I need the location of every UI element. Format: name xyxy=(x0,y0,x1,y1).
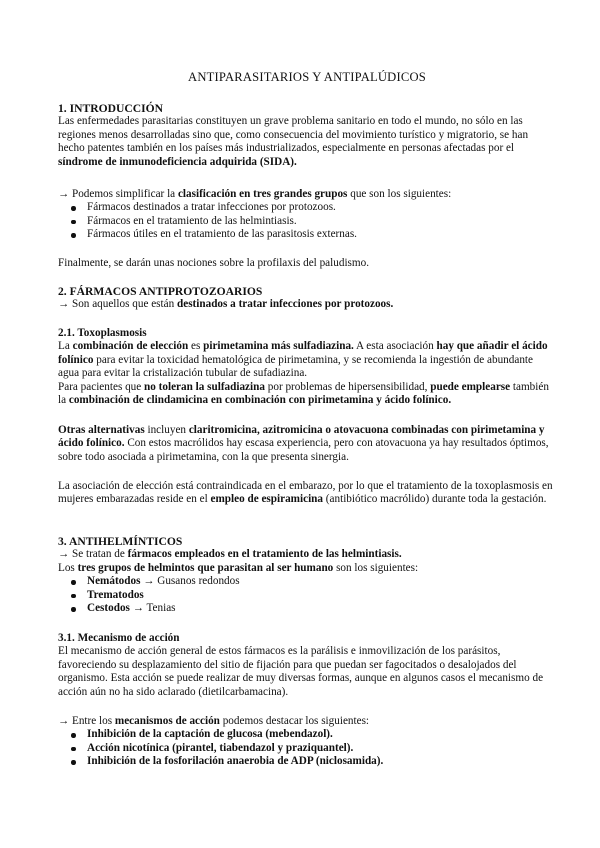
toxo-p1-g: para evitar la toxicidad hematológica de pirimetamina, y se recomienda la ingestión de abundante agua para evitar la cristalización tubular de sufadiazina. xyxy=(58,353,534,380)
toxo-p3-d: Con estos macrólidos hay escasa experiencia, pero con atovacuona ya hay resultados óptimos, sobre todo asociada a pirimetamina, con la que presenta sinergia. xyxy=(58,437,549,463)
classification-text-c: que son los siguientes: xyxy=(347,188,452,200)
toxo-p2-b: no toleran la sulfadiazina xyxy=(144,380,265,393)
toxo-p3-b: incluyen xyxy=(144,424,189,436)
helmintos-list xyxy=(58,575,556,615)
antihelminticos-paragraph-2 xyxy=(58,562,556,575)
mecanismo-nicotinica: Acción nicotínica (pirantel, tiabendazol y praziquantel). xyxy=(87,741,354,754)
toxo-p2-a: Para pacientes que xyxy=(58,380,145,393)
antiprotozoarios-text: → Son aquellos que están xyxy=(58,298,178,311)
toxo-paragraph-4 xyxy=(58,480,556,507)
toxo-p1-e: A esta asociación xyxy=(353,340,437,353)
antihelm-p2-c: son los siguientes: xyxy=(333,561,419,574)
list-item: Fármacos en el tratamiento de las helmintiasis. xyxy=(58,215,556,228)
finalmente-paragraph: Finalmente, se darán unas nociones sobre la profilaxis del paludismo. xyxy=(58,257,369,269)
finalmente-block xyxy=(58,257,556,270)
list-item xyxy=(58,575,556,588)
list-item: Fármacos útiles en el tratamiento de las parasitosis externas. xyxy=(58,228,556,241)
toxo-p2-d: puede emplearse xyxy=(430,380,511,393)
toxo-p4-b: empleo de espiramicina xyxy=(210,493,323,506)
intro-text: Las enfermedades parasitarias constituyen un grave problema sanitario en todo el mundo, no sólo en las regiones menos desarrolladas sino que, como consecuencia del movimiento turístico y migratorio, se han hecho patentes también en los países más industrializados, especialmente en personas afectadas por el xyxy=(58,115,529,155)
mecanismo-p2-b: mecanismos de acción xyxy=(114,715,220,727)
intro-bold-sida: síndrome de inmunodeficiencia adquirida (SIDA). xyxy=(58,155,297,168)
toxo-p1-d: pirimetamina más sulfadiazina. xyxy=(203,340,354,353)
classification-block xyxy=(58,188,556,242)
antihelm-p2-b: tres grupos de helmintos que parasitan al ser humano xyxy=(77,561,334,574)
document-title: ANTIPARASITARIOS Y ANTIPALÚDICOS xyxy=(188,70,426,84)
heading-toxoplasmosis: 2.1. Toxoplasmosis xyxy=(58,327,147,339)
mecanismos-list xyxy=(58,728,556,768)
toxo-p2-c: por problemas de hipersensibilidad, xyxy=(264,380,431,393)
heading-antiprotozoarios: 2. FÁRMACOS ANTIPROTOZOARIOS xyxy=(58,285,263,298)
classification-list xyxy=(58,201,556,241)
heading-mecanismo: 3.1. Mecanismo de acción xyxy=(58,632,180,644)
mecanismos-block xyxy=(58,715,556,769)
toxo-p2-e: también la xyxy=(58,380,549,407)
antihelminticos-paragraph-1 xyxy=(58,548,556,561)
classification-bold: clasificación en tres grandes grupos xyxy=(177,188,348,200)
toxo-paragraph-2 xyxy=(58,381,556,408)
list-item xyxy=(58,589,556,602)
list-item xyxy=(58,742,556,755)
toxo-p3-a: Otras alternativas xyxy=(58,424,145,436)
list-item: Fármacos destinados a tratar infecciones por protozoos. xyxy=(58,201,556,214)
heading-introduccion: 1. INTRODUCCIÓN xyxy=(58,102,163,115)
toxo-p2-f: combinación de clindamicina en combinación con pirimetamina y ácido folínico. xyxy=(68,394,452,407)
list-item xyxy=(58,755,556,768)
trematodos-label: Trematodos xyxy=(87,588,144,601)
mecanismo-paragraph-1: El mecanismo de acción general de estos fármacos es la parálisis e inmovilización de los parásitos, favoreciendo su desplazamiento del sitio de fijación para que puedan ser fagocitados o desalojados del organismo. Esta acción se puede realizar de muy diversas formas, aunque en algunos casos el mecanismo de acción aún no ha sido aclarado (dietilcarbamacina). xyxy=(58,645,544,698)
section-mecanismo xyxy=(58,632,556,699)
antihelm-p1-a: → Se tratan de xyxy=(58,548,128,561)
toxo-p3-c: claritromicina, azitromicina o atovacuona combinadas con pirimetamina y ácido folínico. xyxy=(58,424,545,450)
toxo-p4-a: La asociación de elección está contraindicada en el embarazo, por lo que el tratamiento de la toxoplasmosis en mujeres embarazadas reside en el xyxy=(58,480,553,506)
antiprotozoarios-bold: destinados a tratar infecciones por protozoos. xyxy=(177,298,394,311)
mecanismo-p2-c: podemos destacar los siguientes: xyxy=(219,715,370,727)
antiprotozoarios-paragraph xyxy=(58,298,556,311)
section-introduccion xyxy=(58,102,556,169)
toxo-paragraph-3 xyxy=(58,424,556,464)
mecanismo-paragraph-2 xyxy=(58,715,556,728)
section-antiprotozoarios xyxy=(58,285,556,312)
mecanismo-fosforilacion: Inhibición de la fosforilación anaerobia de ADP (niclosamida). xyxy=(87,755,384,768)
toxo-p1-f: hay que añadir el ácido folínico xyxy=(58,340,548,366)
antihelm-p1-b: fármacos empleados en el tratamiento de las helmintiasis. xyxy=(127,548,402,561)
nematodos-desc: → Gusanos redondos xyxy=(140,575,240,588)
toxo-p1-a: La xyxy=(58,340,73,353)
list-item xyxy=(58,728,556,741)
mecanismo-p2-a: → Entre los xyxy=(58,715,115,727)
intro-paragraph xyxy=(58,115,556,169)
section-toxoplasmosis xyxy=(58,327,556,407)
toxo-p1-c: es xyxy=(188,340,204,353)
classification-intro xyxy=(58,188,556,201)
section-antihelminticos xyxy=(58,535,556,615)
cestodos-label: Cestodos xyxy=(87,602,130,615)
list-item xyxy=(58,602,556,615)
mecanismo-glucosa: Inhibición de la captación de glucosa (mebendazol). xyxy=(87,728,333,741)
toxo-p4-c: (antibiótico macrólido) durante toda la gestación. xyxy=(323,493,547,506)
cestodos-desc: → Tenias xyxy=(129,602,176,615)
toxo-paragraph-1 xyxy=(58,340,556,380)
nematodos-label: Nemátodos xyxy=(87,575,141,588)
heading-antihelminticos: 3. ANTIHELMÍNTICOS xyxy=(58,535,183,548)
toxo-p1-b: combinación de elección xyxy=(72,340,189,353)
alternativas-block xyxy=(58,424,556,464)
antihelm-p2-a: Los xyxy=(58,561,78,574)
classification-text-a: → Podemos simplificar la xyxy=(58,188,178,200)
embarazo-block xyxy=(58,480,556,507)
